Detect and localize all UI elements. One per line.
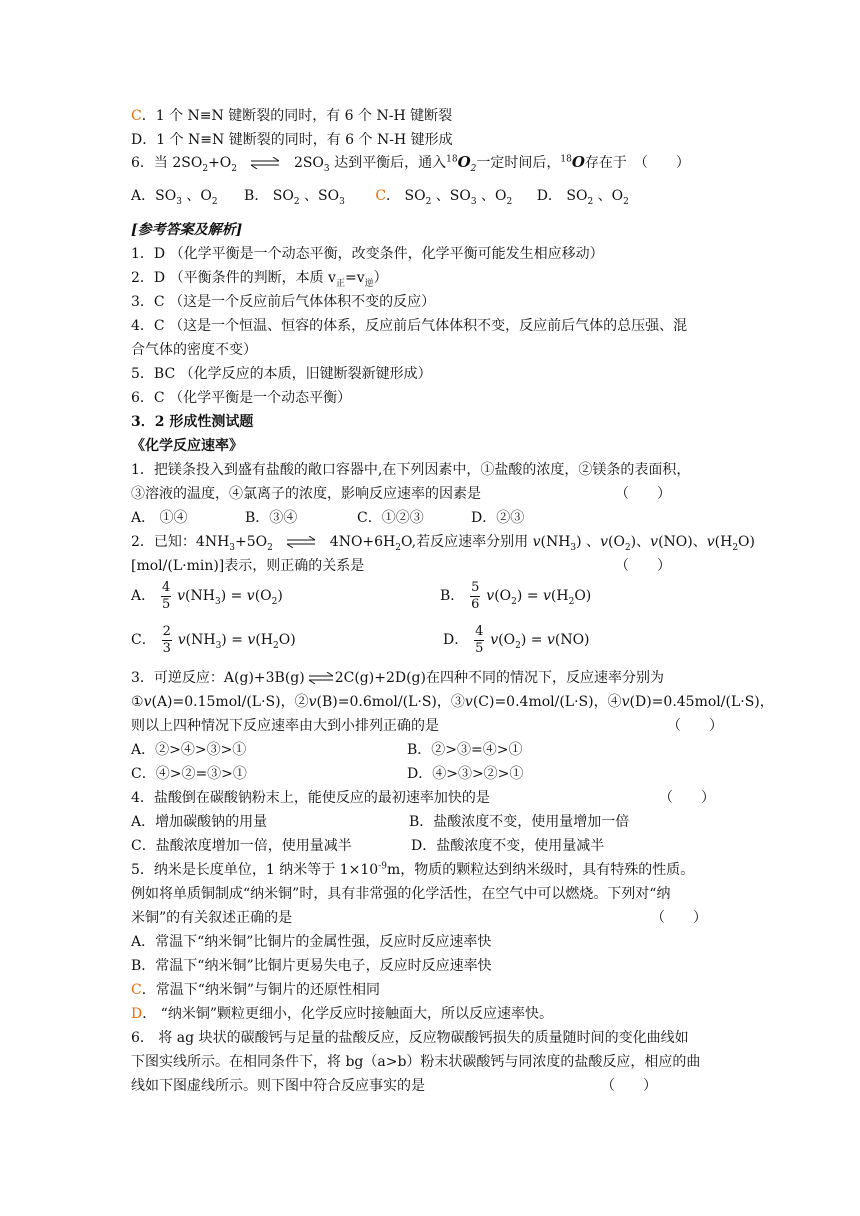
oxygen-symbol: O <box>457 153 471 171</box>
sup: 18 <box>560 154 572 165</box>
q6-opt-c: ． SO <box>386 188 426 204</box>
numerator: 4 <box>475 623 484 639</box>
answer-bracket: （ ） <box>615 558 671 574</box>
rate-symbol: v <box>600 534 608 550</box>
p2-text: O,若反应速率分别用 <box>401 534 533 550</box>
q6-text-d: 达到平衡后，通入 <box>329 155 447 171</box>
problem-5b: 例如将单质铜制成“纳米铜”时，具有非常强的化学活性，在空气中可以燃烧。下列对“纳 <box>131 886 671 902</box>
sub: 2 <box>202 163 209 174</box>
rate-symbol: v <box>650 534 659 550</box>
option-letter: C <box>131 108 142 124</box>
answer-bracket: （ ） <box>615 486 671 502</box>
opt-lhs: (O <box>498 632 516 648</box>
p3-opt-c: C．④>②=③>① <box>131 766 247 782</box>
fraction <box>470 580 480 613</box>
section-title: 3．2 形成性测试题 <box>131 414 254 430</box>
opt-rhs: (H <box>255 632 273 648</box>
problem-2b <box>131 556 671 576</box>
problem-2a: 2．已知：$4NH_3+5O_2$ $4NO+6H_2O$,若反应速率分别用 $v(NH_3)$ 、$v(O_2)$、v(NO)、$v(H_2O)$ <box>131 534 755 553</box>
opt-mid: ) = <box>520 632 547 648</box>
p3-opt-d: D．④>③>②>① <box>407 766 524 782</box>
p6c-text: 线如下图虚线所示。则下图中符合反应事实的是 <box>131 1078 425 1094</box>
problem-5a <box>131 860 694 880</box>
sub: 3 <box>470 196 477 207</box>
q6-opt-c2: 、SO <box>431 188 471 204</box>
option-letter: D <box>131 1006 143 1022</box>
rate-symbol: v <box>177 588 186 604</box>
opt-label: A． <box>131 588 156 604</box>
q6-text-c: 2SO <box>293 155 324 171</box>
option-d-line: D．1 个 N≡N 键断裂的同时，有 6 个 N-H 键形成 <box>131 132 453 148</box>
p5c-text: 米铜”的有关叙述正确的是 <box>131 910 293 926</box>
p5-opt-a: A．常温下“纳米铜”比铜片的金属性强，反应时反应速率快 <box>131 934 492 950</box>
sub: 2 <box>623 196 629 207</box>
p3-text: (A)=0.15mol/(L·S)，② <box>151 694 309 710</box>
denominator: 5 <box>161 596 171 612</box>
p2-option-c: C． $\frac{2}{3}$ $v(NH_3) = v(H_2O)$ <box>131 623 296 656</box>
p2-text: (H <box>714 534 733 550</box>
option-text: ．常温下“纳米铜”与铜片的还原性相同 <box>141 982 381 998</box>
opt-label: C． <box>131 632 156 648</box>
q6-text-b: +O <box>208 155 232 171</box>
answer-4a: 4．C （这是一个恒温、恒容的体系，反应前后气体体积不变，反应前后气体的总压强、混 <box>131 318 688 334</box>
rate-symbol: v <box>464 694 473 710</box>
rate-symbol: v <box>546 632 555 648</box>
rate-symbol: v <box>247 632 256 648</box>
p3-text: 2C(g)+2D(g)在四种不同的情况下，反应速率分别为 <box>334 670 664 686</box>
p1-opt-b: B．③④ <box>245 510 298 526</box>
opt-rhs: (NO) <box>554 632 590 648</box>
p3-text: (B)=0.6mol/(L·S)，③ <box>316 694 465 710</box>
problem-3a <box>131 668 664 688</box>
p2-text: )、 <box>630 534 651 550</box>
p2-option-b: B． $\frac{5}{6}$ $v(O_2) = v(H_2O)$ <box>440 579 592 612</box>
problem-4 <box>131 788 715 808</box>
opt-label: D． <box>443 632 469 648</box>
rate-symbol: v <box>706 534 715 550</box>
opt-rhs: (O <box>254 588 272 604</box>
p3c-text: 则以上四种情况下反应速率由大到小排列正确的是 <box>131 718 439 734</box>
problem-6a: 6． 将 ag 块状的碳酸钙与足量的盐酸反应，反应物碳酸钙损失的质量随时间的变化曲线如 <box>131 1030 689 1046</box>
answer-bracket: （ ） <box>601 1078 657 1094</box>
opt-mid: ) = <box>220 588 247 604</box>
q6-opt-d2: 、O <box>593 188 624 204</box>
p3-opt-a: A．②>④>③>① <box>131 742 247 758</box>
problem-5c <box>131 908 707 928</box>
opt-end: O) <box>278 632 296 648</box>
option-text: ． “纳米铜”颗粒更细小，化学反应时接触面大，所以反应速率快。 <box>142 1006 553 1022</box>
numerator: 2 <box>162 623 171 639</box>
p3-text: (D)=0.45mol/(L·S)， <box>629 694 774 710</box>
problem-3b <box>131 692 774 712</box>
rate-symbol: v <box>543 588 551 604</box>
sub: 2 <box>231 163 238 174</box>
oxygen-symbol: O <box>571 153 585 171</box>
p1-opt-a: A． ①④ <box>131 510 188 526</box>
sub: 逆 <box>364 278 374 289</box>
p2-text: O) <box>738 534 755 550</box>
p4-opt-d: D．盐酸浓度不变，使用量减半 <box>411 838 605 854</box>
p3-text: 3．可逆反应：A(g)+3B(g) <box>131 670 305 686</box>
sup: -9 <box>378 861 387 872</box>
p3-opt-b: B．②>③=④>① <box>407 742 523 758</box>
denominator: 3 <box>162 640 171 656</box>
opt-lhs: (NH <box>185 632 216 648</box>
rate-symbol: v <box>143 694 152 710</box>
opt-lhs: (O <box>494 588 512 604</box>
numerator: 5 <box>471 579 480 595</box>
ans2-b: =v <box>344 270 365 286</box>
denominator: 5 <box>475 640 484 656</box>
rate-symbol: v <box>177 632 186 648</box>
answer-1: 1．D （化学平衡是一个动态平衡，改变条件，化学平衡可能发生相应移动） <box>131 246 604 262</box>
p5-text: m，物质的颗粒达到纳米级时，具有特殊的性质。 <box>386 862 695 878</box>
answer-bracket: （ ） <box>659 790 715 806</box>
p5-opt-d <box>131 1004 553 1024</box>
p4-opt-c: C．盐酸浓度增加一倍，使用量减半 <box>131 838 352 854</box>
option-letter: C <box>131 982 142 998</box>
fraction <box>162 624 172 657</box>
rate-symbol: v <box>308 694 317 710</box>
p3-text: ① <box>131 694 144 710</box>
q6-opt-b: B． SO <box>244 188 294 204</box>
option-c-line <box>131 106 452 126</box>
p1-opt-d: D．②③ <box>471 510 525 526</box>
p5-opt-c <box>131 980 380 1000</box>
option-text: ．1 个 N≡N 键断裂的同时，有 6 个 N-H 键断裂 <box>141 108 453 124</box>
denominator: 6 <box>471 596 480 612</box>
answer-5: 5．BC （化学反应的本质，旧键断裂新键形成） <box>131 366 432 382</box>
opt-end: ) <box>277 588 283 604</box>
opt-lhs: (NH <box>185 588 215 604</box>
fraction <box>161 580 171 613</box>
opt-rhs: (H <box>550 588 569 604</box>
sub: 3 <box>323 163 330 174</box>
p5-text: 5．纳米是长度单位，1 纳米等于 1×10 <box>131 862 379 878</box>
opt-mid: ) = <box>516 588 543 604</box>
p2-option-a: A． $\frac{4}{5}$ $v(NH_3) = v(O_2)$ <box>131 579 283 612</box>
p2b-text: [mol/(L·min)]表示，则正确的关系是 <box>131 558 365 574</box>
p2-text: (O <box>607 534 625 550</box>
reference-title: [参考答案及解析] <box>131 222 243 238</box>
p1b-text: ③溶液的温度，④氯离子的浓度，影响反应速率的因素是 <box>131 486 481 502</box>
p1-opt-c: C．①②③ <box>357 510 424 526</box>
answer-4b: 合气体的密度不变） <box>131 342 257 358</box>
opt-label: B． <box>440 588 465 604</box>
problem-1a: 1．把镁条投入到盛有盐酸的敞口容器中,在下列因素中，①盐酸的浓度，②镁条的表面积， <box>131 462 691 478</box>
sub: 2 <box>506 196 513 207</box>
opt-end: O) <box>574 588 592 604</box>
q6-opt-c3: 、O <box>476 188 507 204</box>
answer-3: 3．C （这是一个反应前后气体体积不变的反应） <box>131 294 436 310</box>
answer-bracket: （ ） <box>651 910 707 926</box>
problem-6c <box>131 1076 657 1096</box>
problem-3c <box>131 716 723 736</box>
rate-symbol: v <box>621 694 630 710</box>
subsection-title: 《化学反应速率》 <box>131 438 243 454</box>
problem-1b <box>131 484 671 504</box>
p2-text: +5O <box>235 534 268 550</box>
rate-symbol: v <box>486 588 495 604</box>
q6-text-f: 存在于 （ ） <box>584 155 690 171</box>
p2-text: (NH <box>540 534 571 550</box>
p4-opt-b: B．盐酸浓度不变，使用量增加一倍 <box>409 814 630 830</box>
sub: 正 <box>335 278 345 289</box>
q6-opt-a2: 、O <box>181 188 212 204</box>
question-6 <box>131 152 690 173</box>
rate-symbol: v <box>532 534 541 550</box>
sub: 2 <box>211 196 218 207</box>
sub: 2 <box>425 196 432 207</box>
p2-text: (NO)、 <box>658 534 707 550</box>
fraction <box>474 624 484 657</box>
numerator: 4 <box>161 579 171 595</box>
q6-opt-a: A．SO <box>131 188 177 204</box>
q6-text-e: 一定时间后， <box>476 155 561 171</box>
sub: 2 <box>293 196 300 207</box>
equilibrium-arrow-icon <box>287 536 315 548</box>
answer-2 <box>131 268 388 288</box>
sup: 18 <box>446 154 458 165</box>
question-6-options <box>131 186 629 206</box>
ans2-a: 2．D （平衡条件的判断，本质 v <box>131 270 336 286</box>
p3-text: (C)=0.4mol/(L·S)，④ <box>472 694 622 710</box>
sub: 2 <box>470 163 477 174</box>
problem-6b: 下图实线所示。在相同条件下，将 bg（a>b）粉末状碳酸钙与同浓度的盐酸反应，相应的曲 <box>131 1054 701 1070</box>
equilibrium-arrow-icon <box>309 672 333 684</box>
p2-option-d: D． $\frac{4}{5}$ $v(O_2) = v(NO)$ <box>443 623 590 656</box>
ans2-c: ） <box>373 270 388 286</box>
p2-text: 2．已知：4NH <box>131 534 230 550</box>
sub: 3 <box>176 196 182 207</box>
p5-opt-b: B．常温下“纳米铜”比铜片更易失电子，反应时反应速率快 <box>131 958 492 974</box>
answer-6: 6．C （化学平衡是一个动态平衡） <box>131 390 352 406</box>
opt-mid: ) = <box>221 632 248 648</box>
rate-symbol: v <box>490 632 499 648</box>
q6-text-a: 6．当 2SO <box>131 155 203 171</box>
q6-opt-b2: 、SO <box>299 188 340 204</box>
p4-text: 4．盐酸倒在碳酸钠粉末上，能使反应的最初速率加快的是 <box>131 790 490 806</box>
p2-text: 4NO+6H <box>329 534 396 550</box>
answer-bracket: （ ） <box>667 718 723 734</box>
sub: 3 <box>339 196 345 207</box>
equilibrium-arrow-icon <box>251 157 279 169</box>
q6-opt-c-letter: C <box>375 188 387 204</box>
rate-symbol: v <box>246 588 255 604</box>
sub: 2 <box>587 196 594 207</box>
p2-text: ) 、 <box>576 534 601 550</box>
p4-opt-a: A．增加碳酸钠的用量 <box>131 814 268 830</box>
q6-opt-d: D． SO <box>536 188 588 204</box>
